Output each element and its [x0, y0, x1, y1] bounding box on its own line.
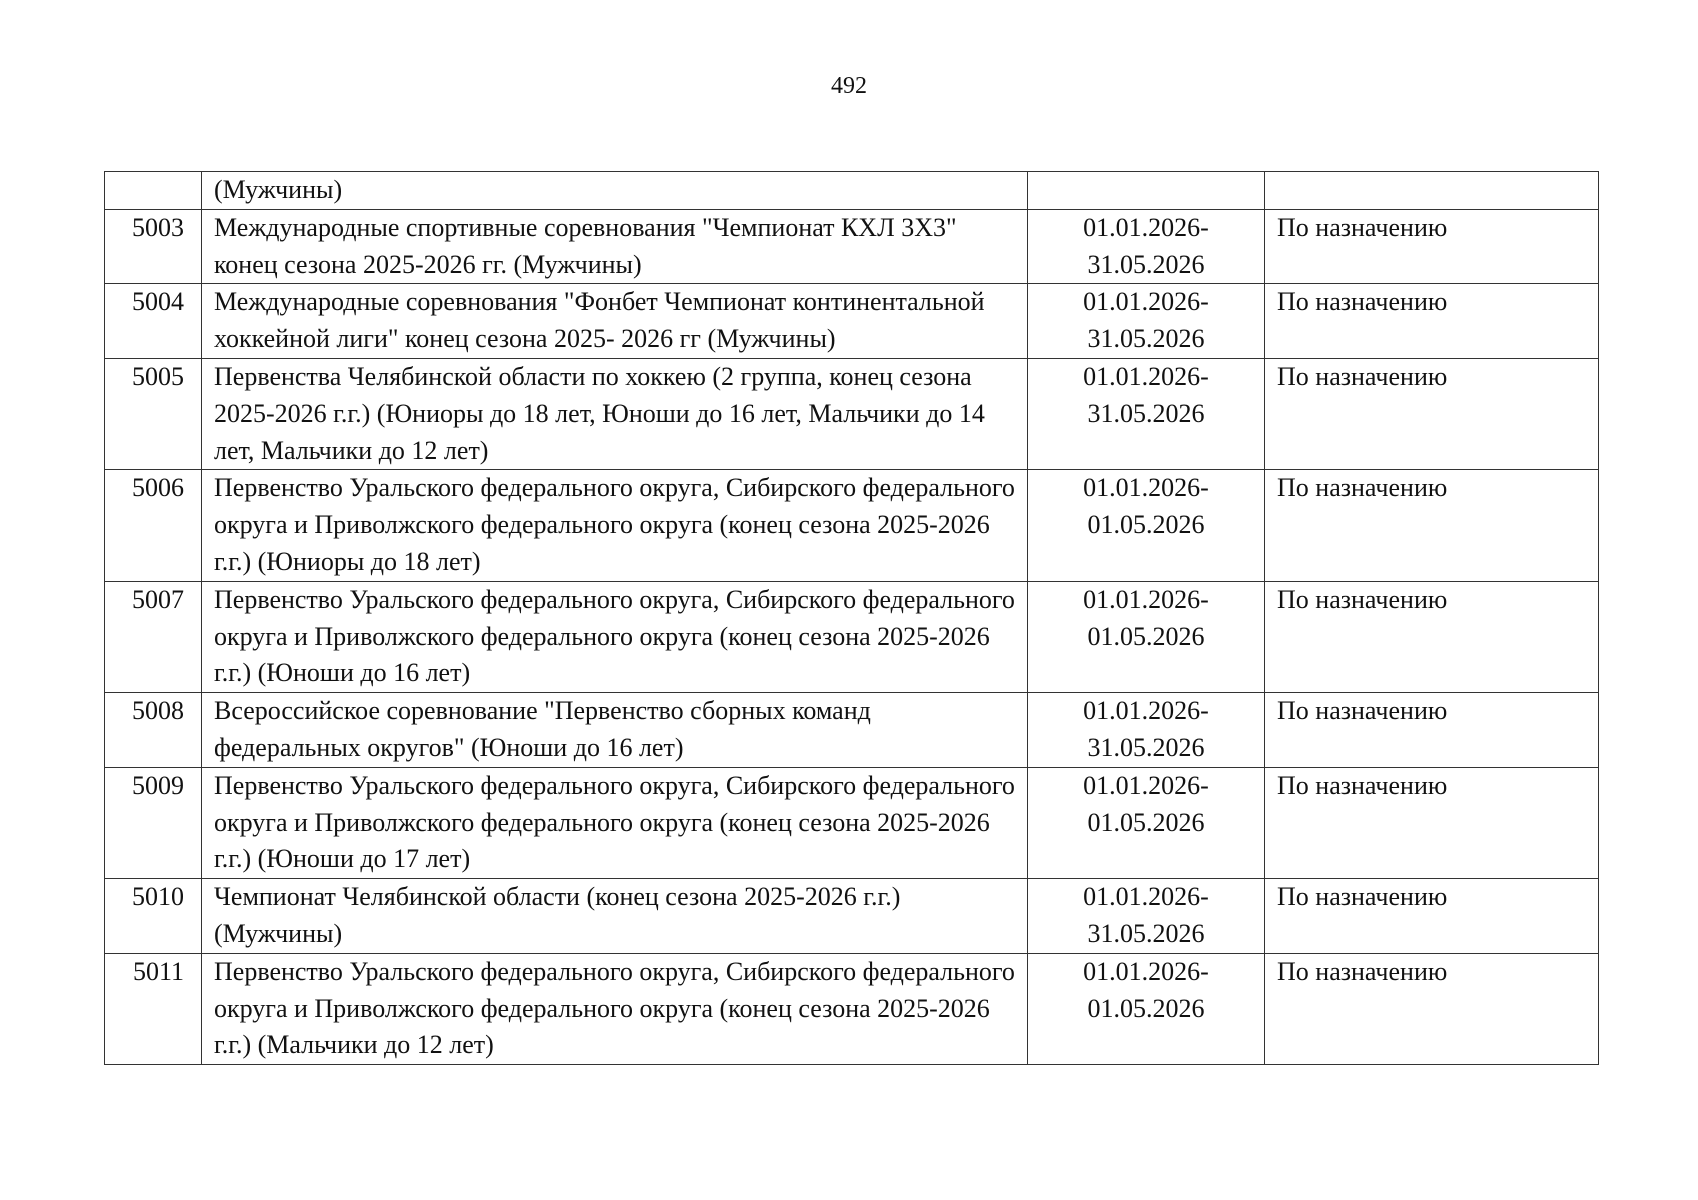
- event-name: Первенство Уральского федерального округа, Сибирского федерального округа и Приволжского федерального округа (конец сезона 2025-2026 г.г.) (Юноши до 17 лет): [202, 767, 1028, 878]
- event-name: Международные спортивные соревнования "Чемпионат КХЛ 3Х3" конец сезона 2025-2026 гг. (Мужчины): [202, 209, 1028, 284]
- table-row: [105, 470, 1599, 581]
- date-start: 01.01.2026-: [1083, 584, 1209, 614]
- row-number: 5007: [105, 581, 202, 692]
- event-dates: [1028, 693, 1265, 768]
- date-end: 31.05.2026: [1087, 918, 1205, 948]
- event-place: По назначению: [1265, 358, 1599, 469]
- event-place: По назначению: [1265, 953, 1599, 1064]
- date-end: 01.05.2026: [1087, 621, 1205, 651]
- table-row: [105, 953, 1599, 1064]
- date-end: 01.05.2026: [1087, 807, 1205, 837]
- event-dates: [1028, 470, 1265, 581]
- event-place: По назначению: [1265, 581, 1599, 692]
- event-name: Первенство Уральского федерального округа, Сибирского федерального округа и Приволжского федерального округа (конец сезона 2025-2026 г.г.) (Юноши до 16 лет): [202, 581, 1028, 692]
- row-number: 5009: [105, 767, 202, 878]
- events-table: [104, 171, 1599, 1065]
- date-end: 31.05.2026: [1087, 249, 1205, 279]
- date-start: 01.01.2026-: [1083, 956, 1209, 986]
- event-name: Международные соревнования "Фонбет Чемпионат континентальной хоккейной лиги" конец сезона 2025- 2026 гг (Мужчины): [202, 284, 1028, 359]
- event-place: [1265, 172, 1599, 210]
- event-name: Первенства Челябинской области по хоккею (2 группа, конец сезона 2025-2026 г.г.) (Юниоры до 18 лет, Юноши до 16 лет, Мальчики до 14 лет, Мальчики до 12 лет): [202, 358, 1028, 469]
- table-row: [105, 767, 1599, 878]
- row-number: 5003: [105, 209, 202, 284]
- event-name: (Мужчины): [202, 172, 1028, 210]
- date-start: 01.01.2026-: [1083, 473, 1209, 503]
- table-row: [105, 581, 1599, 692]
- row-number: 5008: [105, 693, 202, 768]
- row-number: 5010: [105, 879, 202, 954]
- row-number: 5004: [105, 284, 202, 359]
- event-name: Всероссийское соревнование "Первенство сборных команд федеральных округов" (Юноши до 16 лет): [202, 693, 1028, 768]
- date-end: 31.05.2026: [1087, 324, 1205, 354]
- event-name: Первенство Уральского федерального округа, Сибирского федерального округа и Приволжского федерального округа (конец сезона 2025-2026 г.г.) (Мальчики до 12 лет): [202, 953, 1028, 1064]
- table-row: [105, 879, 1599, 954]
- date-start: 01.01.2026-: [1083, 287, 1209, 317]
- date-end: 31.05.2026: [1087, 398, 1205, 428]
- event-dates: [1028, 953, 1265, 1064]
- row-number: [105, 172, 202, 210]
- row-number: 5006: [105, 470, 202, 581]
- date-end: 31.05.2026: [1087, 732, 1205, 762]
- event-dates: [1028, 284, 1265, 359]
- event-dates: [1028, 767, 1265, 878]
- date-end: 01.05.2026: [1087, 510, 1205, 540]
- table-row: [105, 209, 1599, 284]
- event-dates: [1028, 209, 1265, 284]
- date-start: 01.01.2026-: [1083, 212, 1209, 242]
- event-dates: [1028, 172, 1265, 210]
- event-dates: [1028, 879, 1265, 954]
- table-row-continuation: [105, 172, 1599, 210]
- event-name: Чемпионат Челябинской области (конец сезона 2025-2026 г.г.) (Мужчины): [202, 879, 1028, 954]
- event-name: Первенство Уральского федерального округа, Сибирского федерального округа и Приволжского федерального округа (конец сезона 2025-2026 г.г.) (Юниоры до 18 лет): [202, 470, 1028, 581]
- event-place: По назначению: [1265, 284, 1599, 359]
- event-place: По назначению: [1265, 879, 1599, 954]
- page-number: 492: [831, 73, 867, 99]
- table-row: [105, 358, 1599, 469]
- table-row: [105, 693, 1599, 768]
- table-row: [105, 284, 1599, 359]
- event-place: По назначению: [1265, 209, 1599, 284]
- event-place: По назначению: [1265, 693, 1599, 768]
- date-start: 01.01.2026-: [1083, 882, 1209, 912]
- event-dates: [1028, 358, 1265, 469]
- row-number: 5011: [105, 953, 202, 1064]
- event-place: По назначению: [1265, 470, 1599, 581]
- date-start: 01.01.2026-: [1083, 770, 1209, 800]
- date-start: 01.01.2026-: [1083, 696, 1209, 726]
- event-place: По назначению: [1265, 767, 1599, 878]
- event-dates: [1028, 581, 1265, 692]
- row-number: 5005: [105, 358, 202, 469]
- date-start: 01.01.2026-: [1083, 361, 1209, 391]
- date-end: 01.05.2026: [1087, 993, 1205, 1023]
